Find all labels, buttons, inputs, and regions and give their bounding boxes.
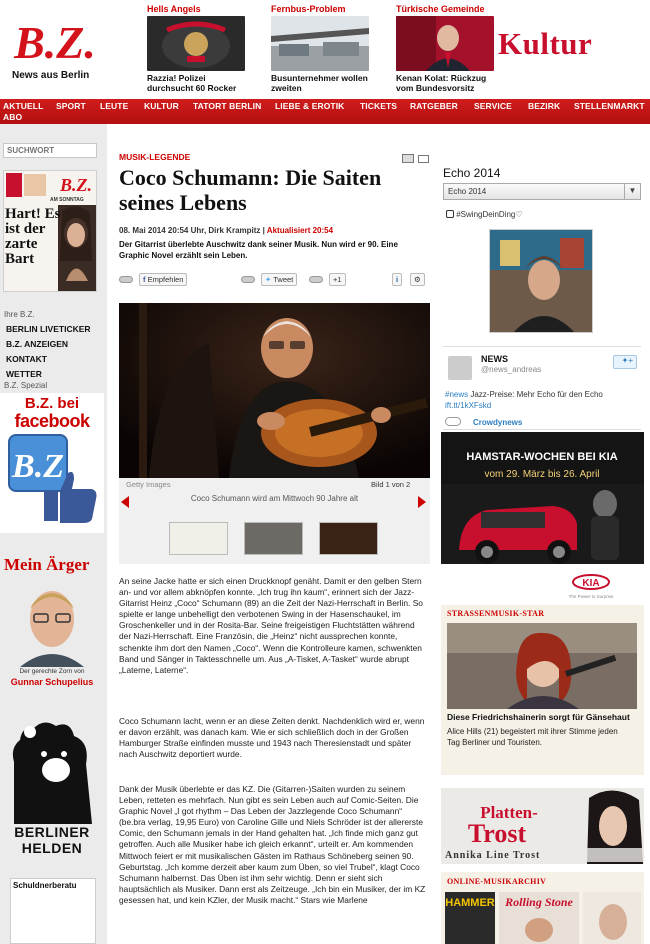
facebook-promo-top: B.Z. bei: [24, 395, 80, 412]
kia-ad[interactable]: [441, 432, 644, 604]
tweet-link[interactable]: ift.tt/1kXFskd: [445, 401, 492, 410]
instagram-tag[interactable]: [446, 210, 523, 219]
nav-item-leute[interactable]: LEUTE: [100, 101, 129, 111]
online-archiv-box[interactable]: [441, 872, 644, 944]
main-nav: [0, 99, 650, 124]
instagram-tag-text: #SwingDeinDing♡: [456, 210, 523, 219]
photo-credit: Getty Images: [126, 480, 171, 489]
instagram-icon: [446, 210, 454, 218]
teaser-kicker: Fernbus-Problem: [271, 4, 346, 14]
platten-word2: Trost: [467, 819, 527, 848]
twitter-avatar[interactable]: [448, 356, 472, 380]
gplus-button[interactable]: +1: [329, 273, 346, 286]
twitter-handle[interactable]: @news_andreas: [481, 365, 542, 374]
archiv-head: ONLINE-MUSIKARCHIV: [447, 877, 547, 886]
article-paragraph: An seine Jacke hatte er sich einen Druckknopf genäht. Damit er den gelben Stern an- und vor allem abknöpfen konnte. „Ich trug ihn kaum“, erinnert sich der Jazz-Gitarrist Heinz „Coco“ Schumann (89) an die Zeit der Nazi-Herrschaft in Berlin. So spielte er lange unbehelligt den verbotenen Swing in der Hasenschaukel, im Groschenkeller und in der Rosita-Bar. Seine freigeistigen Fluchtstätten während der Nazi-Herrschaft. Eine Französin, die „Heinz“ nicht aussprechen konnte, schenkte ihm dort den Namen „Coco“. Wenn die Kontrolleure kamen, schwenkten Band und Sänger in Taktesschnelle um. Aus „A-Tisket, A-Tasket“ wurde abrupt „Laterne, Laterne“.: [119, 576, 423, 675]
twitter-bird-icon: ✦: [621, 356, 629, 365]
logo-area[interactable]: [0, 0, 108, 96]
sidebar-link-anzeigen[interactable]: B.Z. ANZEIGEN: [6, 339, 69, 349]
twitter-name[interactable]: NEWS: [481, 354, 508, 364]
teaser-title[interactable]: Busunternehmer wollen zweiten: [271, 73, 368, 93]
echo-select[interactable]: Echo 2014: [443, 183, 641, 200]
street-music-head: STRASSENMUSIK-STAR: [447, 609, 545, 618]
nav-item-stellenmarkt[interactable]: STELLENMARKT: [574, 101, 645, 111]
platten-trost-promo[interactable]: [441, 788, 644, 864]
helden-line1: BERLINER: [14, 824, 90, 840]
platten-name: Annika Line Trost: [445, 850, 541, 861]
facebook-icon: f: [143, 275, 146, 284]
bear-logo: [0, 712, 104, 824]
street-music-text: Alice Hills (21) begeistert mit ihrer Stimme jeden Tag Berliner und Touristen.: [447, 727, 618, 747]
ihre-bz-title: Ihre B.Z.: [4, 310, 35, 319]
chevron-down-icon[interactable]: ▼: [624, 184, 640, 199]
tweet-hashtag[interactable]: #news: [445, 390, 469, 399]
tweet-body: Jazz-Preise: Mehr Echo für den Echo: [470, 390, 603, 399]
nav-item-kultur[interactable]: KULTUR: [144, 101, 179, 111]
kia-slogan: The Power to Surprise: [568, 594, 614, 599]
social-toggle-twitter[interactable]: [241, 276, 255, 283]
article-meta: [119, 226, 333, 235]
teaser-title[interactable]: Kenan Kolat: Rückzug vom Bundesvorsitz: [396, 73, 487, 93]
kia-ad-image: [441, 432, 644, 604]
epaper-subtitle: AM SONNTAG: [50, 197, 84, 203]
social-toggle-gplus[interactable]: [309, 276, 323, 283]
article-headline: Coco Schumann: Die Saiten seines Lebens: [119, 165, 382, 215]
header-teaser[interactable]: [396, 4, 496, 96]
nav-item-service[interactable]: SERVICE: [474, 101, 512, 111]
instagram-image: [490, 230, 593, 333]
article-paragraph: Dank der Musik überlebte er das KZ. Die (Gitarren-)Saiten wurden zu seinem Leben, retteten es mehrfach. Nun gibt es sein Leben auch auf Comic-Seiten. Die Graphic Novel „I got rhythm – Das Leben der Jazzlegende Coco Schumann“ (be.bra verlag, 19,95 Euro) von Caroline Gille und Niels Schröder ist der allererste Comic, den Schumann jemals in der Hand gehalten hat. „Ich finde mich ganz gut getroffen. Auch alle Musiker habe ich gleich erkannt“, urteilt er. Am kommenden Mittwoch feiert er mit musikalischen Gästen im Rathaus Schöneberg seinen 90. Geburtstag. „Ich komme derzeit aber kaum zum Üben, so viel Trubel“, klagt Coco Schumann halbernst. Das Üben ist ihm sehr wichtig. Denn er sieht sich hauptsächlich als Musiker. Dann erst als Zeitzeuge. „Ich bin ein Musiker, der im KZ gesessen hat, und kein KZler, der Musik macht.“ Stars wie Marlene: [119, 784, 426, 905]
photo-caption: Coco Schumann wird am Mittwoch 90 Jahre alt: [190, 494, 359, 503]
teaser-image[interactable]: [271, 16, 369, 71]
nav-item-bezirk[interactable]: BEZIRK: [528, 101, 561, 111]
platten-trost-image: [441, 788, 644, 864]
magazine-covers: [445, 892, 641, 944]
facebook-recommend-button[interactable]: [139, 273, 187, 286]
nav-item-liebe-erotik[interactable]: LIEBE & EROTIK: [275, 101, 345, 111]
nav-item-tatort-berlin[interactable]: TATORT BERLIN: [193, 101, 262, 111]
slogan: News aus Berlin: [12, 70, 90, 81]
article-lead: Der Gitarrist überlebte Auschwitz dank seiner Musik. Nun wird er 90. Eine Graphic Novel erzählt sein Leben.: [119, 240, 398, 260]
gallery-prev-icon[interactable]: [121, 496, 129, 508]
nav-item-abo[interactable]: ABO: [3, 112, 23, 122]
nav-item-aktuell[interactable]: AKTUELL: [3, 101, 44, 111]
berliner-helden-promo[interactable]: [0, 712, 104, 862]
header-teaser[interactable]: [147, 4, 247, 96]
gallery-thumb-street[interactable]: [244, 522, 303, 555]
aerger-subtitle: Der gerechte Zorn von: [19, 668, 85, 675]
crowdynews-toggle[interactable]: [445, 417, 461, 426]
header-teaser[interactable]: [271, 4, 371, 96]
sidebar-link-kontakt[interactable]: KONTAKT: [6, 354, 47, 364]
article-updated: Aktualisiert 20:54: [266, 226, 334, 235]
teaser-kicker: Türkische Gemeinde: [396, 4, 485, 14]
nav-item-tickets[interactable]: TICKETS: [360, 101, 398, 111]
print-icon[interactable]: [402, 154, 414, 163]
article-date: 08. Mai 2014 20:54 Uhr, Dirk Krampitz |: [119, 226, 265, 235]
nav-item-ratgeber[interactable]: RATGEBER: [410, 101, 458, 111]
echo-title: Echo 2014: [443, 166, 501, 180]
street-music-box[interactable]: [441, 605, 644, 775]
gallery-next-icon[interactable]: [418, 496, 426, 508]
twitter-bird-icon: ✦: [265, 275, 272, 284]
sidebar-link-liveticker[interactable]: BERLIN LIVETICKER: [6, 324, 91, 334]
schuldnerberatung-ad[interactable]: Schuldnerberatu: [10, 878, 96, 944]
bz-spezial-title: B.Z. Spezial: [4, 381, 48, 390]
info-icon[interactable]: i: [392, 273, 402, 286]
aerger-title: Mein Ärger: [4, 555, 90, 574]
epaper-logo: B.Z.: [60, 175, 93, 195]
tweet-text: [445, 389, 639, 411]
logo-text: B.Z.: [14, 17, 96, 68]
facebook-promo-word: facebook: [14, 411, 90, 431]
epaper-headline: Hart! Es ist der zarte Bart: [5, 207, 61, 267]
teaser-title[interactable]: Razzia! Polizei durchsucht 60 Rocker: [147, 73, 237, 93]
facebook-like-icon: [6, 433, 100, 529]
columnist-photo: [12, 581, 92, 667]
archiv-mag2: Rolling Stone: [505, 895, 573, 909]
facebook-recommend-label: Empfehlen: [147, 275, 184, 284]
gallery-thumb-photo[interactable]: [319, 522, 378, 555]
epaper-cover[interactable]: [4, 171, 97, 292]
twitter-follow-button[interactable]: [613, 355, 637, 369]
twitter-follow-label: +: [628, 356, 633, 365]
mein-aerger-promo[interactable]: [0, 553, 104, 693]
tweet-label: Tweet: [273, 275, 294, 284]
tweet-button[interactable]: [261, 273, 297, 286]
article-paragraph: Coco Schumann lacht, wenn er an diese Zeiten denkt. Nachdenklich wird er, wenn er davon erzählt, was danach kam. Wie er sich schließlich doch in der Großen Hamburger Straße einfinden musste und 1943 nach Theresienstadt und später nach Auschwitz deportiert wurde.: [119, 716, 425, 760]
facebook-promo[interactable]: [0, 393, 104, 533]
street-music-title[interactable]: Diese Friedrichshainerin sorgt für Gänsehaut: [447, 712, 630, 722]
article-kicker: MUSIK-LEGENDE: [119, 152, 191, 162]
sidebar-link-wetter[interactable]: WETTER: [6, 369, 42, 379]
search-input[interactable]: [3, 143, 97, 158]
social-toggle-facebook[interactable]: [119, 276, 133, 283]
archiv-mag1: HAMMER: [445, 897, 495, 909]
bz-logo[interactable]: [6, 14, 104, 70]
kia-title: HAMSTAR-WOCHEN BEI KIA: [466, 451, 618, 463]
platten-word1: Platten-: [480, 803, 538, 822]
kia-dates: vom 29. März bis 26. April: [484, 469, 600, 480]
aerger-author: Gunnar Schupelius: [10, 677, 94, 687]
crowdynews-label[interactable]: Crowdynews: [473, 418, 523, 427]
section-title: Kultur: [498, 26, 593, 61]
photo-counter: Bild 1 von 2: [371, 480, 411, 489]
gallery-thumb-map[interactable]: [169, 522, 228, 555]
helden-line2: HELDEN: [21, 840, 83, 856]
twitter-widget: [443, 346, 641, 430]
epaper-teaser[interactable]: [3, 170, 97, 292]
guitarist-photo: [119, 303, 430, 478]
teaser-image[interactable]: [396, 16, 494, 71]
teaser-image[interactable]: [147, 16, 245, 71]
teaser-kicker: Hells Angels: [147, 4, 201, 14]
mail-icon[interactable]: [418, 155, 429, 163]
facebook-badge-text: B.Z: [12, 448, 64, 485]
street-music-photo: [447, 623, 637, 709]
kia-logo: KIA: [582, 578, 600, 589]
instagram-photo[interactable]: [489, 229, 593, 333]
gear-icon[interactable]: ⚙: [410, 273, 425, 286]
article-photo[interactable]: [119, 303, 430, 478]
nav-item-sport[interactable]: SPORT: [56, 101, 86, 111]
